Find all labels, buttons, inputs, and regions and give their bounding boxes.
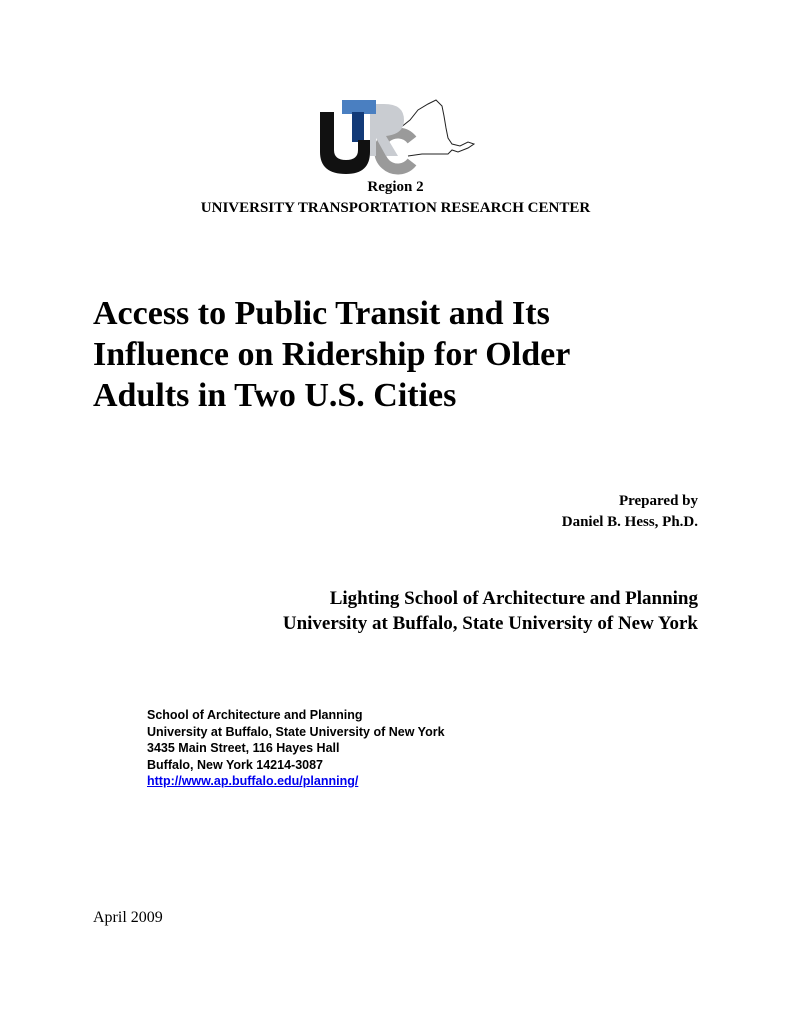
logo-navy-block [352,112,364,142]
address-block [147,707,445,790]
university-name: University at Buffalo, State University of New York [282,613,698,634]
address-line: 3435 Main Street, 116 Hayes Hall [147,741,340,755]
address-line: Buffalo, New York 14214-3087 [147,757,324,772]
region-label: Region 2 [367,179,424,195]
logo-blue-block [342,100,376,114]
report-title-line: Adults in Two U.S. Cities [93,377,457,414]
research-center-name: UNIVERSITY TRANSPORTATION RESEARCH CENTER [200,200,591,216]
report-title-line: Influence on Ridership for Older [93,336,571,373]
report-title [93,293,733,416]
address-line: University at Buffalo, State University of New York [147,724,445,739]
school-affiliation [283,586,698,636]
address-line: School of Architecture and Planning [147,708,363,722]
author-name: Daniel B. Hess, Ph.D. [561,514,698,530]
prepared-by-label: Prepared by [618,493,698,509]
utrc-logo-icon [318,98,476,176]
publication-date: April 2009 [93,909,163,926]
new-york-state-outline [400,100,474,156]
planning-website-link[interactable]: http://www.ap.buffalo.edu/planning/ [147,774,359,788]
school-name: Lighting School of Architecture and Planning [329,588,698,609]
prepared-by-block [562,491,698,533]
report-title-line: Access to Public Transit and Its [93,295,550,332]
